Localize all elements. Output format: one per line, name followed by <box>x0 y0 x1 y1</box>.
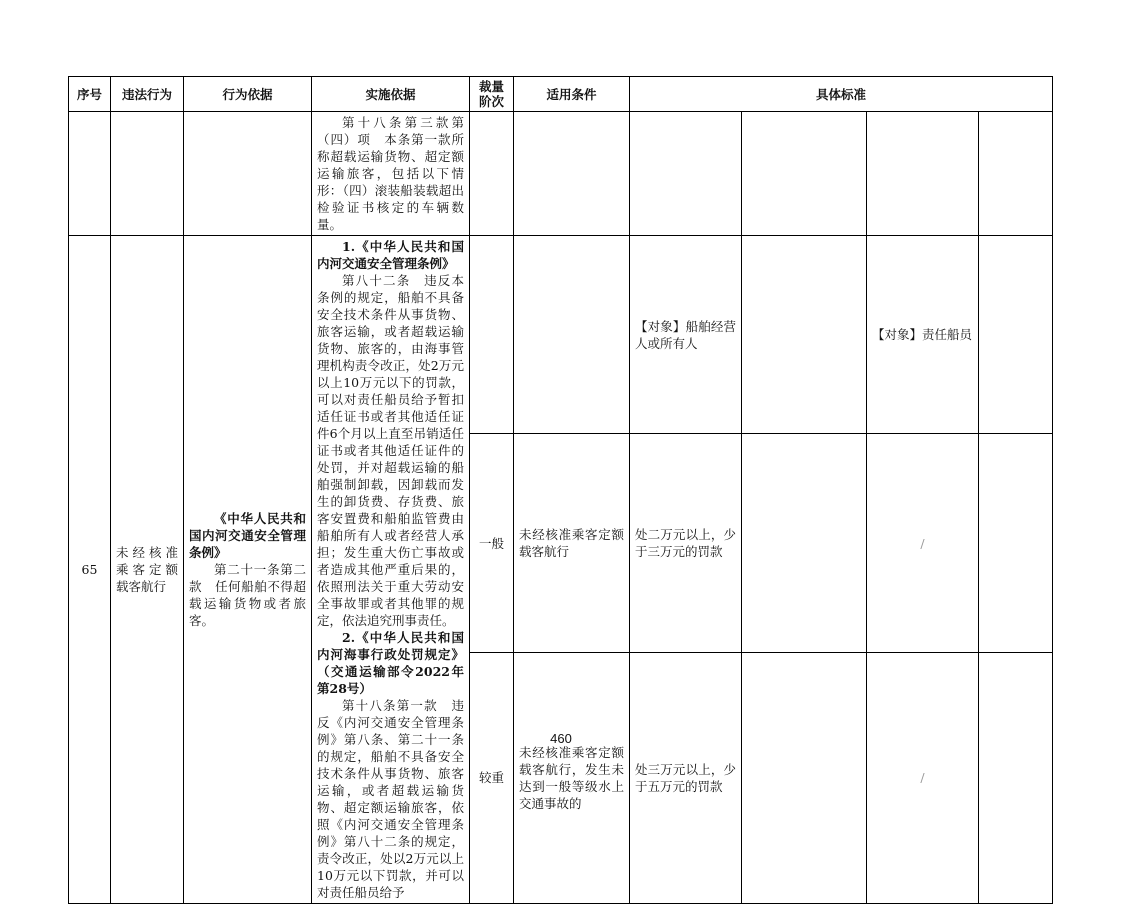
carryover-seq-cell <box>69 112 111 236</box>
carryover-condition-cell <box>514 112 630 236</box>
header-seq: 序号 <box>69 77 111 112</box>
standard-general-empty-2 <box>979 434 1053 652</box>
carryover-violation-cell <box>111 112 184 236</box>
standard-general: 处二万元以上，少于三万元的罚款 <box>630 434 742 652</box>
implementation-2-title: 2.《中华人民共和国内河海事行政处罚规定》（交通运输部令2022年第28号） <box>317 630 464 696</box>
object-ship-cell: 【对象】船舶经营人或所有人 <box>630 236 742 434</box>
carryover-standard-cell-2 <box>742 112 867 236</box>
row-65-basis <box>184 236 312 904</box>
object-condition-cell <box>514 236 630 434</box>
condition-general: 未经核准乘客定额载客航行 <box>514 434 630 652</box>
crew-general: / <box>867 434 979 652</box>
carryover-standard-cell-3 <box>867 112 979 236</box>
row-65-implementation <box>312 236 470 904</box>
header-standard: 具体标准 <box>630 77 1053 112</box>
standard-serious-empty <box>742 652 867 903</box>
object-empty-cell-2 <box>979 236 1053 434</box>
crew-serious: / <box>867 652 979 903</box>
object-row <box>69 236 1053 434</box>
carryover-standard-cell-4 <box>979 112 1053 236</box>
object-empty-cell <box>742 236 867 434</box>
header-violation: 违法行为 <box>111 77 184 112</box>
standard-serious: 处三万元以上，少于五万元的罚款 <box>630 652 742 903</box>
object-crew-cell: 【对象】责任船员 <box>867 236 979 434</box>
header-tier: 裁量阶次 <box>470 77 514 112</box>
carryover-implementation-text: 第十八条第三款第（四）项 本条第一款所称超载运输货物、超定额运输旅客，包括以下情形：（四）滚装船装载超出检验证书核定的车辆数量。 <box>317 115 464 232</box>
object-tier-cell <box>470 236 514 434</box>
penalty-table <box>68 76 1053 904</box>
standard-serious-empty-2 <box>979 652 1053 903</box>
condition-serious: 未经核准乘客定额载客航行，发生未达到一般等级水上交通事故的 <box>514 652 630 903</box>
carryover-tier-cell <box>470 112 514 236</box>
implementation-1-title: 1.《中华人民共和国内河交通安全管理条例》 <box>317 239 464 271</box>
tier-general: 一般 <box>470 434 514 652</box>
basis-text: 第二十一条第二款 任何船舶不得超载运输货物或者旅客。 <box>189 562 306 628</box>
standard-general-empty <box>742 434 867 652</box>
carryover-standard-cell-1 <box>630 112 742 236</box>
page-number: 460 <box>550 731 572 746</box>
tier-serious: 较重 <box>470 652 514 903</box>
row-65-seq: 65 <box>69 236 111 904</box>
carryover-basis-cell <box>184 112 312 236</box>
basis-title: 《中华人民共和国内河交通安全管理条例》 <box>189 511 306 560</box>
header-implementation: 实施依据 <box>312 77 470 112</box>
header-condition: 适用条件 <box>514 77 630 112</box>
row-65-violation: 未经核准乘客定额载客航行 <box>111 236 184 904</box>
implementation-1-text: 第八十二条 违反本条例的规定，船舶不具备安全技术条件从事货物、旅客运输，或者超载运输货物、旅客的，由海事管理机构责令改正，处2万元以上10万元以下的罚款，可以对责任船员给予暂扣适任证书或者其他适任证件6个月以上直至吊销适任证书或者其他适任证件的处罚，并对超载运输的船舶强制卸载，因卸载而发生的卸货费、存货费、旅客安置费和船舶监管费由船舶所有人或者经营人承担；发生重大伤亡事故或者造成其他严重后果的，依照刑法关于重大劳动安全事故罪或者其他罪的规定，依法追究刑事责任。 <box>317 273 464 628</box>
carryover-row <box>69 112 1053 236</box>
implementation-2-text: 第十八条第一款 违反《内河交通安全管理条例》第八条、第二十一条的规定，船舶不具备安全技术条件从事货物、旅客运输，或者超载运输货物、超定额运输旅客，依照《内河交通安全管理条例》第八十二条的规定，责令改正，处以2万元以上10万元以下罚款，并可以对责任船员给予 <box>317 698 464 900</box>
header-row <box>69 77 1053 112</box>
header-basis: 行为依据 <box>184 77 312 112</box>
carryover-implementation-cell <box>312 112 470 236</box>
